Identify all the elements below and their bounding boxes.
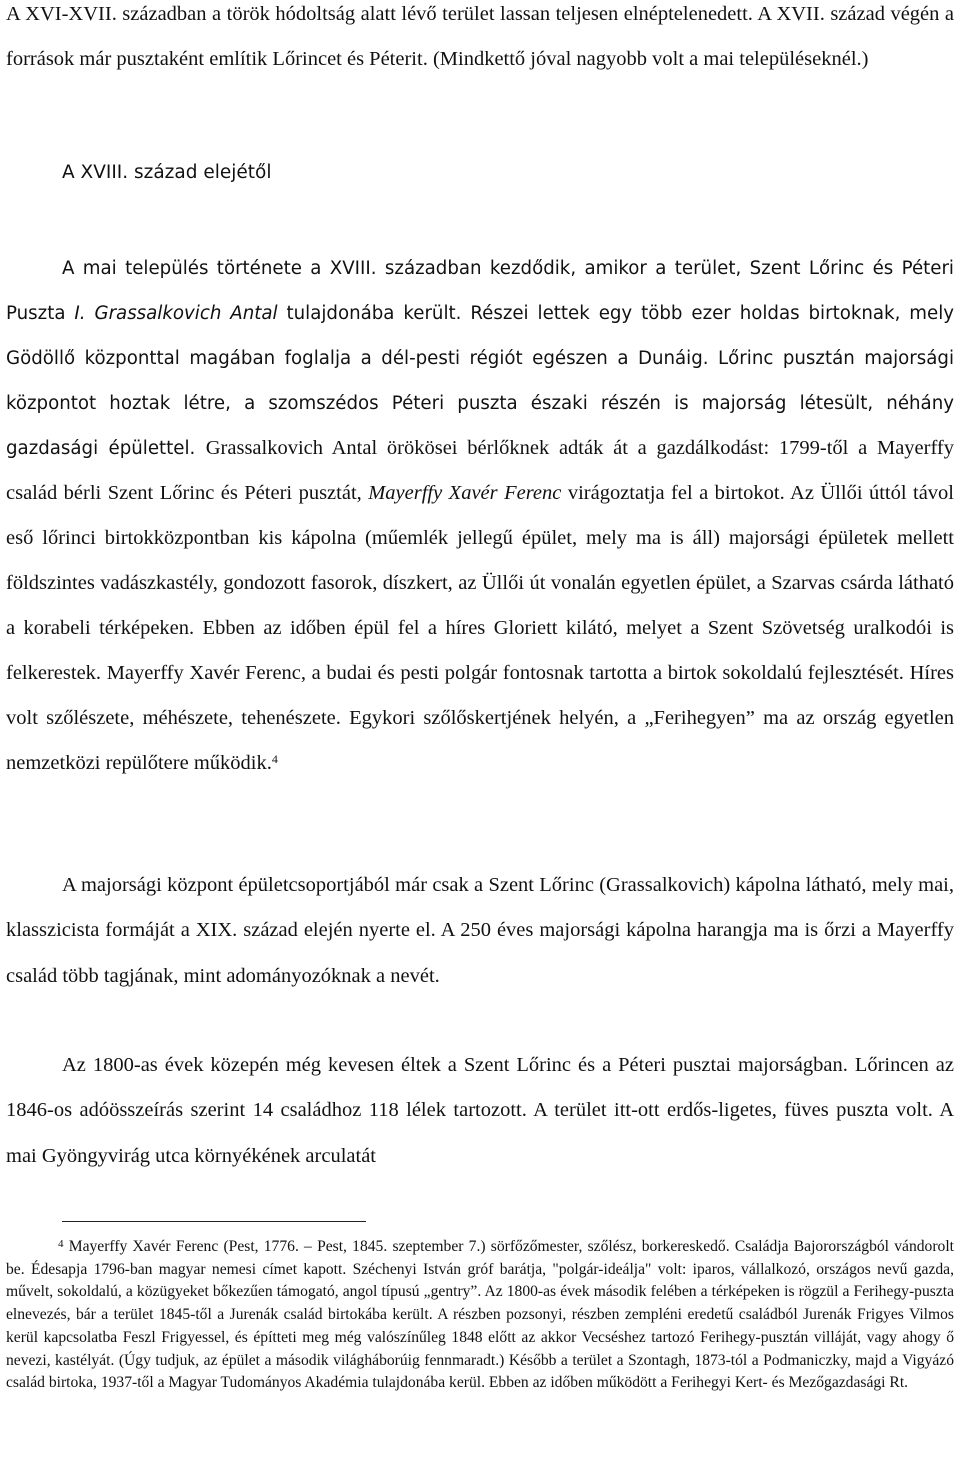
paragraph-history bbox=[6, 246, 954, 786]
history-text-b: I. Grassalkovich Antal bbox=[74, 303, 278, 324]
footnote bbox=[6, 1236, 954, 1395]
paragraph-1800s bbox=[6, 1043, 954, 1179]
paragraph-1800s-text: Az 1800-as évek közepén még kevesen éltek a Szent Lőrinc és a Péteri pusztai majorságban. Lőrincen az 1846-os adóösszeírás szerint 14 családhoz 118 lélek tartozott. A terület itt-ott erdős-ligetes, füves puszta volt. A mai Gyöngyvirág utca környékének arculatát bbox=[6, 1054, 954, 1167]
footnote-reference: 4 bbox=[271, 752, 278, 766]
paragraph-intro bbox=[6, 0, 954, 83]
paragraph-chapel-text: A majorsági központ épületcsoportjából már csak a Szent Lőrinc (Grassalkovich) kápolna látható, mely mai, klasszicista formáját a XIX. század elején nyerte el. A 250 éves majorsági kápolna harangja ma is őrzi a Mayerffy család több tagjának, mint adományozóknak a nevét. bbox=[6, 874, 954, 987]
paragraph-chapel bbox=[6, 863, 954, 999]
footnote-number: 4 bbox=[58, 1238, 64, 1250]
footnote-text: Mayerffy Xavér Ferenc (Pest, 1776. – Pest, 1845. szeptember 7.) sörfőzőmester, szőlész, borkereskedő. Családja Bajorországból vándorolt be. Édesapja 1796-ban magyar nemesi címet kapott. Széchenyi István gróf barátja, "polgár-ideálja" volt: iparos, vállalkozó, országos nevű gazda, művelt, sokoldalú, a közügyeket bőkezűen támogató, angol típusú „gentry”. Az 1800-as évek második felében a térképeken is rögzül a Ferihegy-puszta elnevezés, bár a terület 1845-től a Jurenák család birtokába került. A részben pozsonyi, részben zempléni eredetű családból Jurenák Frigyes Vilmos kerül kapcsolatba Feszl Frigyessel, és építteti meg még valószínűleg 1848 előtt az akkor Vecséshez tartozó Ferihegy-pusztán villáját, vagy ahogy ő nevezi, kastélyát. (Úgy tudjuk, az épület a második világháborúig fennmaradt.) Később a terület a Szontagh, 1873-tól a Podmaniczky, majd a Vigyázó család birtoka, 1937-től a Magyar Tudományos Akadémia tulajdonába kerül. Ebben az időben működött a Ferihegyi Kert- és Mezőgazdasági Rt. bbox=[6, 1238, 954, 1392]
history-text-f: virágoztatja fel a birtokot. Az Üllői úttól távol eső lőrinci birtokközpontban kis kápolna (műemlék jellegű épület, mely ma is áll) majorsági épületek mellett földszintes vadászkastély, gondozott fasorok, díszkert, az Üllői út vonalán egyetlen épület, a Szarvas csárda látható a korabeli térképeken. Ebben az időben épül fel a híres Gloriett kilátó, melyet a Szent Szövetség uralkodói is felkerestek. Mayerffy Xavér Ferenc, a budai és pesti polgár fontosnak tartotta a birtok sokoldalú fejlesztését. Híres volt szőlészete, méhészete, tehenészete. Egykori szőlőskertjének helyén, a „Ferihegyen” ma az ország egyetlen nemzetközi repülőtere működik. bbox=[6, 482, 954, 774]
history-text-c: tulajdonába került. Részei lettek egy több ezer holdas birtoknak, mely Gödöllő központtal magában foglalja a dél-pesti régiót egészen a Dunáig. Lőrinc pusztán majorsági központot hoztak létre, a szomszédos Péteri puszta északi részén is majorság létesült, néhány gazdasági épülettel. bbox=[6, 303, 955, 459]
section-heading: A XVIII. század elejétől bbox=[62, 162, 272, 183]
paragraph-intro-text: A XVI-XVII. században a török hódoltság alatt lévő terület lassan teljesen elnéptelenedett. A XVII. század végén a források már pusztaként említik Lőrincet és Péterit. (Mindkettő jóval nagyobb volt a mai településeknél.) bbox=[6, 3, 954, 71]
footnote-separator bbox=[62, 1221, 366, 1222]
history-text-a: A mai település története a XVIII. században kezdődik, amikor a terület, Szent Lőrinc és Péteri Puszta bbox=[6, 258, 954, 324]
history-text-e: Mayerffy Xavér Ferenc bbox=[368, 482, 562, 504]
history-text-d: Grassalkovich Antal örökösei bérlőknek adták át a gazdálkodást: 1799-től a Mayerffy család bérli Szent Lőrinc és Péteri pusztát, bbox=[6, 437, 954, 504]
